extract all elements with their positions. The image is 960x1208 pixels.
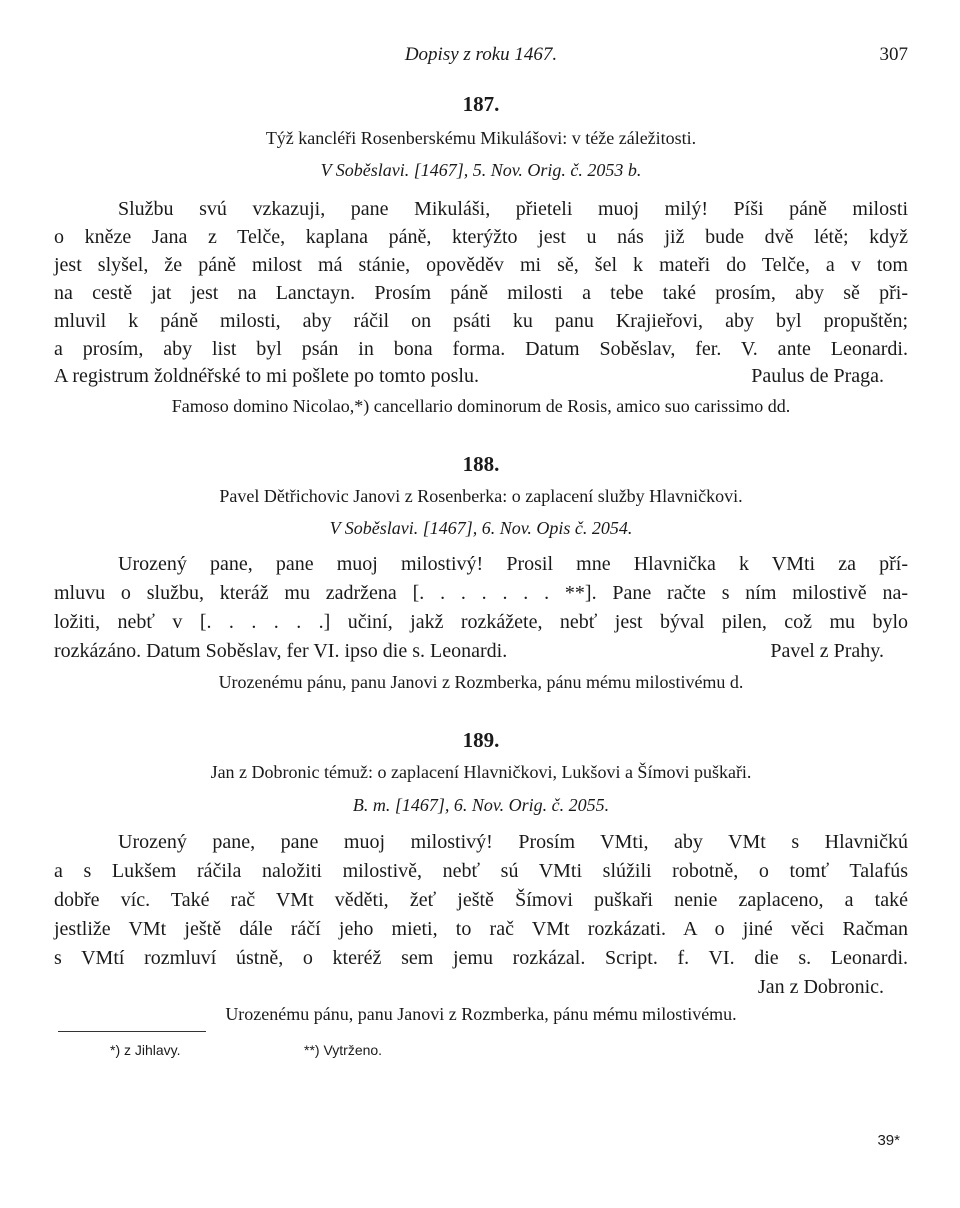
letter-text-line: mluvil k páně milosti, aby ráčil on psáti ku panu Krajieřovi, aby byl propuštěn; [54,310,908,332]
letter-text-line: ložiti, nebť v [. . . . . .] učiní, jakž rozkážete, nebť jest býval pilen, což mu bylo [54,611,908,633]
letter-text-line: Urozený pane, pane muoj milostivý! Prosil mne Hlavnička k VMti za pří- [118,553,908,575]
document-page [54,0,908,1208]
letter-text-line: na cestě jat jest na Lanctayn. Prosím páně milosti a tebe také prosím, aby sě při- [54,282,908,304]
letter-text-line: Službu svú vzkazuji, pane Mikuláši, přieteli muoj milý! Píši páně milosti [118,198,908,220]
letter-summary: Jan z Dobronic témuž: o zaplacení Hlavničkovi, Lukšovi a Šímovi puškaři. [210,762,752,782]
letter-address: Famoso domino Nicolao,*) cancellario dominorum de Rosis, amico suo carissimo dd. [171,396,791,416]
closing-text: rozkázáno. Datum Soběslav, fer VI. ipso die s. Leonardi. [54,640,508,662]
footnote: *) z Jihlavy. [110,1042,181,1058]
letter-number: 187. [462,92,500,116]
sheet-signature-mark: 39* [877,1132,900,1149]
letter-summary: Pavel Dětřichovic Janovi z Rosenberka: o zaplacení služby Hlavničkovi. [219,486,743,506]
letter-summary: Týž kancléři Rosenberskému Mikulášovi: v téže záležitosti. [265,128,697,148]
signature: Jan z Dobronic. [757,976,884,998]
running-header [54,44,908,72]
running-title: Dopisy z roku 1467. [404,44,558,65]
signature: Pavel z Prahy. [770,640,884,662]
letter-text-line: Urozený pane, pane muoj milostivý! Prosím VMti, aby VMt s Hlavničkú [118,831,908,853]
letter-address: Urozenému pánu, panu Janovi z Rozmberka, pánu mému milostivému d. [218,672,744,692]
letter-source: V Soběslavi. [1467], 5. Nov. Orig. č. 2053 b. [320,160,642,180]
letter-closing [54,640,908,663]
footnote-rule [58,1031,206,1032]
letter-number: 189. [462,728,500,752]
letter-source: B. m. [1467], 6. Nov. Orig. č. 2055. [352,795,610,815]
closing-text: A registrum žoldnéřské to mi pošlete po tomto poslu. [54,365,479,387]
letter-text-line: s VMtí rozmluví ústně, o kteréž sem jemu rozkázal. Script. f. VI. die s. Leonardi. [54,947,908,969]
letter-text-line: a s Lukšem ráčila naložiti milostivě, nebť sú VMti slúžili robotně, o tomť Talafús [54,860,908,882]
letter-text-line: mluvu o službu, kteráž mu zadržena [. . . . . . . **]. Pane račte s ním milostivě na- [54,582,908,604]
page-number: 307 [879,44,908,65]
letter-text-line: jest slyšel, že páně milost má stánie, opověděv mi sě, šel k mateři do Telče, a v tom [54,254,908,276]
signature: Paulus de Praga. [751,365,884,387]
letter-text-line: dobře víc. Také rač VMt věděti, žeť ještě Šímovi puškaři nenie zaplaceno, a také [54,889,908,911]
letter-text-line: jestliže VMt ještě dále ráčí jeho mieti, to rač VMt rozkázati. A o jiné věci Račman [54,918,908,940]
letter-closing [54,365,908,388]
letter-source: V Soběslavi. [1467], 6. Nov. Opis č. 2054. [329,518,633,538]
footnote: **) Vytrženo. [304,1042,383,1058]
letter-number: 188. [462,452,500,476]
letter-text-line: a prosím, aby list byl psán in bona forma. Datum Soběslav, fer. V. ante Leonardi. [54,338,908,360]
letter-text-line: o kněze Jana z Telče, kaplana páně, kterýžto jest u nás již bude dvě létě; když [54,226,908,248]
letter-address: Urozenému pánu, panu Janovi z Rozmberka, pánu mému milostivému. [225,1004,737,1024]
